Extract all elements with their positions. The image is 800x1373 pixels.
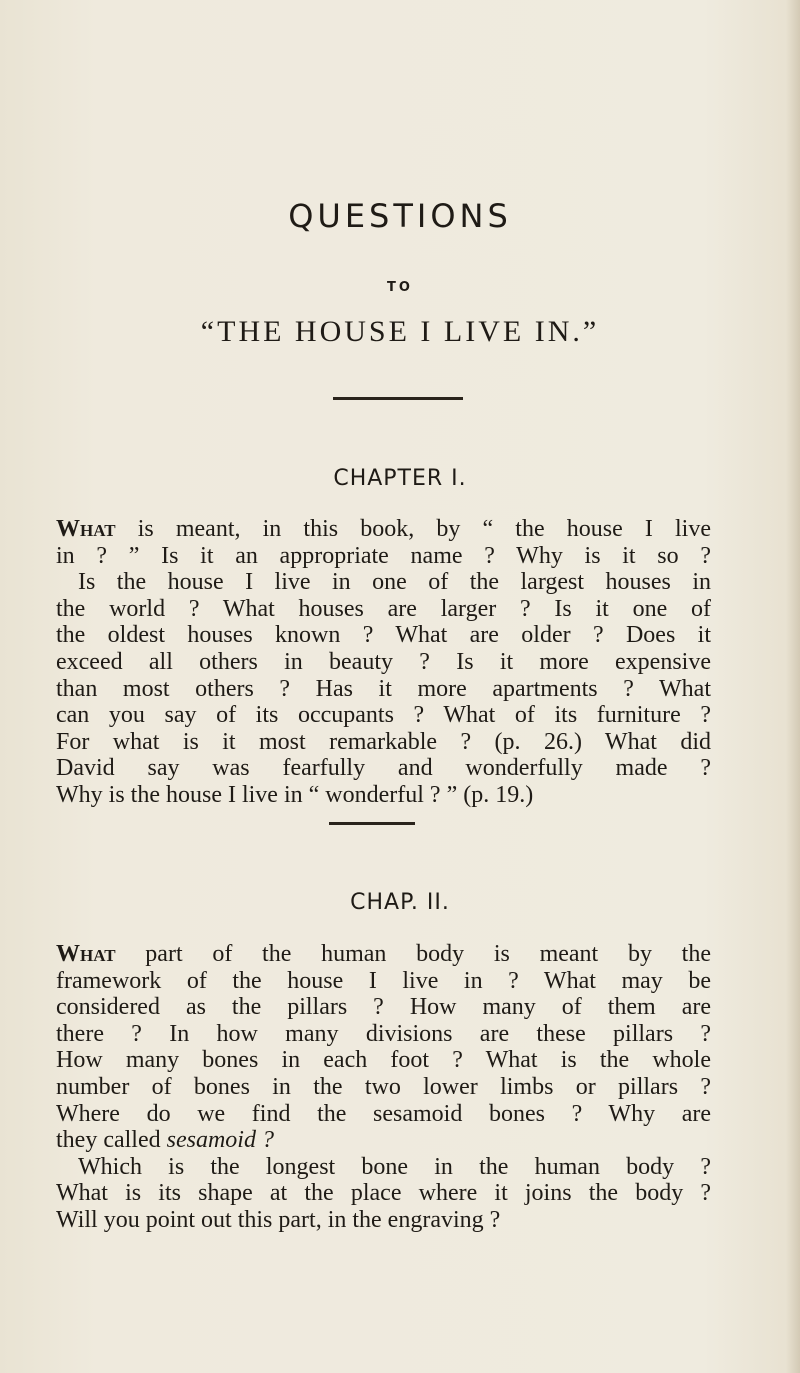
text-line: in ? ” Is it an appropriate name ? Why is it so ? bbox=[56, 542, 711, 569]
text-line: the oldest houses known ? What are older ? Does it bbox=[56, 622, 711, 649]
book-title: “THE HOUSE I LIVE IN.” bbox=[200, 315, 600, 348]
text-line: than most others ? Has it more apartments ? What bbox=[56, 675, 711, 702]
title-connector: TO bbox=[387, 280, 413, 295]
chapter-heading-2: CHAP. II. bbox=[350, 890, 450, 915]
text-line: How many bones in each foot ? What is the whole bbox=[56, 1047, 711, 1074]
italic-term: sesamoid ? bbox=[166, 1127, 274, 1154]
text-line: exceed all others in beauty ? Is it more expensive bbox=[56, 648, 711, 675]
chapter-heading-1: CHAPTER I. bbox=[333, 466, 467, 491]
text-line: considered as the pillars ? How many of them are bbox=[56, 994, 711, 1021]
text-line: For what is it most remarkable ? (p. 26.) What did bbox=[56, 728, 711, 755]
chapter-2-questions bbox=[56, 941, 711, 1234]
text-line: Is the house I live in one of the largest houses in bbox=[78, 569, 711, 596]
section-rule bbox=[333, 397, 463, 400]
text-line: Why is the house I live in “ wonderful ? ” (p. 19.) bbox=[56, 781, 534, 808]
text-line: framework of the house I live in ? What may be bbox=[56, 967, 711, 994]
text-line: Where do we find the sesamoid bones ? Why are bbox=[56, 1100, 711, 1127]
text-line: there ? In how many divisions are these pillars ? bbox=[56, 1020, 711, 1047]
section-rule bbox=[329, 822, 415, 825]
text-line: What part of the human body is meant by the bbox=[56, 941, 711, 967]
text-line: What is its shape at the place where it joins the body ? bbox=[56, 1180, 711, 1207]
text-line: David say was fearfully and wonderfully made ? bbox=[56, 755, 711, 782]
text-line: Will you point out this part, in the engraving ? bbox=[56, 1206, 501, 1233]
text-line: What is meant, in this book, by “ the house I live bbox=[56, 516, 711, 542]
lead-word: What bbox=[56, 941, 116, 967]
text-line: the world ? What houses are larger ? Is it one of bbox=[56, 595, 711, 622]
page-title: QUESTIONS bbox=[288, 197, 512, 235]
text-line: number of bones in the two lower limbs or pillars ? bbox=[56, 1073, 711, 1100]
text-line: they called sesamoid ? bbox=[56, 1127, 274, 1154]
text-line: can you say of its occupants ? What of its furniture ? bbox=[56, 702, 711, 729]
chapter-1-questions bbox=[56, 516, 711, 809]
lead-word: What bbox=[56, 516, 116, 542]
text-line: Which is the longest bone in the human body ? bbox=[78, 1153, 711, 1180]
